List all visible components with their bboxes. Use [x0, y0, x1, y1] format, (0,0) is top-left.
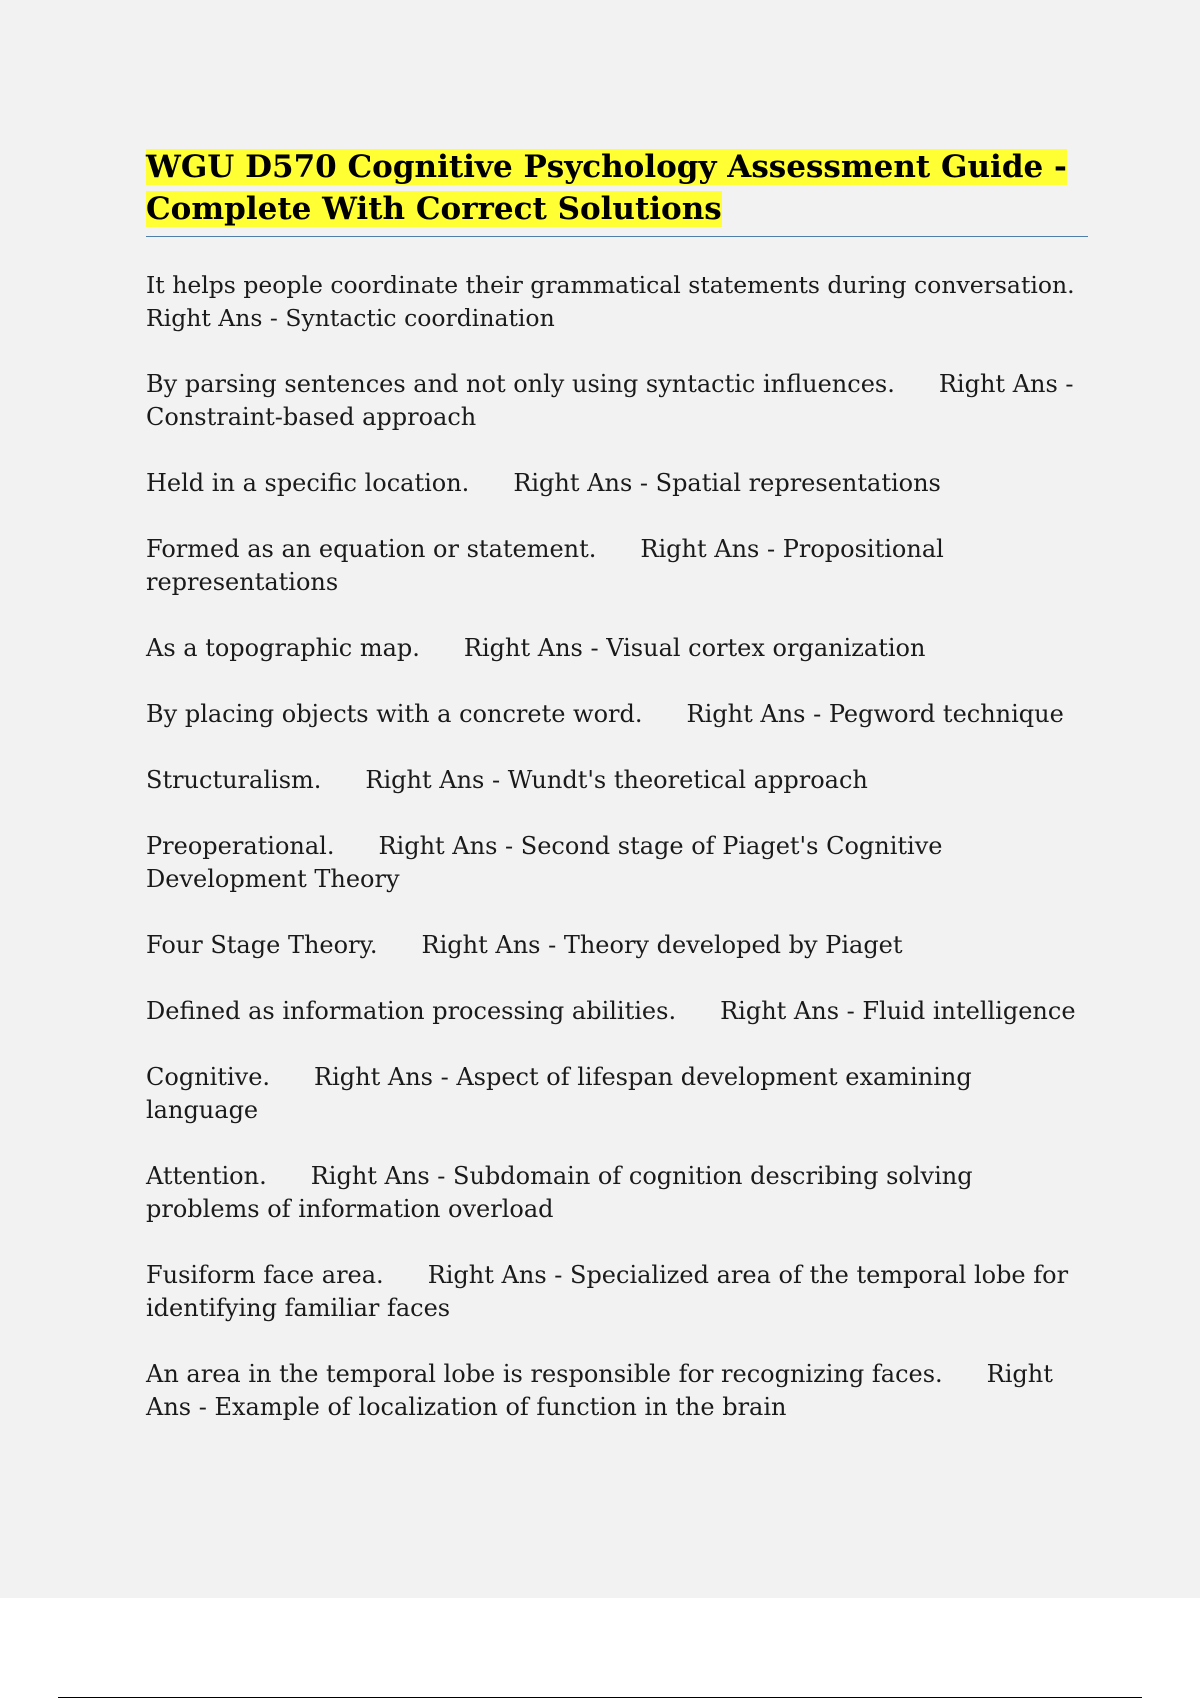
answer-text: Right Ans - Specialized area of the temporal lobe for identifying familiar faces	[146, 1261, 1069, 1322]
question-text: Four Stage Theory.	[146, 931, 378, 959]
question-text: By placing objects with a concrete word.	[146, 700, 643, 728]
qa-item	[146, 1259, 1088, 1325]
answer-text: Right Ans - Visual cortex organization	[463, 634, 926, 662]
question-text: Fusiform face area.	[146, 1261, 384, 1289]
answer-text: Right Ans - Aspect of lifespan development examining language	[146, 1063, 972, 1124]
qa-item	[146, 1358, 1088, 1424]
question-text: Defined as information processing abilities.	[146, 997, 677, 1025]
answer-text: Right Ans - Example of localization of function in the brain	[146, 1360, 1053, 1421]
title-line-1: WGU D570 Cognitive Psychology Assessment Guide -	[146, 149, 1067, 185]
document-content	[146, 146, 1088, 1457]
qa-item	[146, 632, 1088, 665]
answer-text: Right Ans - Fluid intelligence	[720, 997, 1076, 1025]
qa-item	[146, 467, 1088, 500]
answer-text: Right Ans - Constraint-based approach	[146, 370, 1074, 431]
question-text: An area in the temporal lobe is responsible for recognizing faces.	[146, 1360, 943, 1388]
title-line-2: Complete With Correct Solutions	[146, 191, 722, 227]
question-text: Attention.	[146, 1162, 267, 1190]
answer-text: Right Ans - Propositional representations	[146, 535, 944, 596]
qa-item	[146, 368, 1088, 434]
qa-item	[146, 1061, 1088, 1127]
answer-text: Right Ans - Spatial representations	[513, 469, 941, 497]
question-text: By parsing sentences and not only using syntactic influences.	[146, 370, 895, 398]
answer-text: Right Ans - Wundt's theoretical approach	[365, 766, 868, 794]
question-text: Structuralism.	[146, 766, 322, 794]
question-text: Held in a specific location.	[146, 469, 470, 497]
qa-list	[146, 269, 1088, 1424]
footer-divider	[58, 1697, 1142, 1698]
answer-text: Right Ans - Theory developed by Piaget	[421, 931, 903, 959]
answer-text: Right Ans - Pegword technique	[686, 700, 1064, 728]
qa-item	[146, 269, 1088, 335]
document-title	[146, 146, 1088, 230]
qa-item	[146, 698, 1088, 731]
question-text: Preoperational.	[146, 832, 335, 860]
question-text: It helps people coordinate their grammatical statements during conversation.	[146, 271, 1075, 299]
qa-item	[146, 830, 1088, 896]
question-text: As a topographic map.	[146, 634, 420, 662]
answer-text: Right Ans - Subdomain of cognition describing solving problems of information overload	[146, 1162, 973, 1223]
qa-item	[146, 533, 1088, 599]
qa-item	[146, 764, 1088, 797]
qa-item	[146, 1160, 1088, 1226]
question-text: Cognitive.	[146, 1063, 271, 1091]
qa-item	[146, 995, 1088, 1028]
answer-text: Right Ans - Syntactic coordination	[146, 304, 555, 332]
answer-text: Right Ans - Second stage of Piaget's Cognitive Development Theory	[146, 832, 943, 893]
qa-item	[146, 929, 1088, 962]
title-divider	[146, 236, 1088, 237]
question-text: Formed as an equation or statement.	[146, 535, 597, 563]
